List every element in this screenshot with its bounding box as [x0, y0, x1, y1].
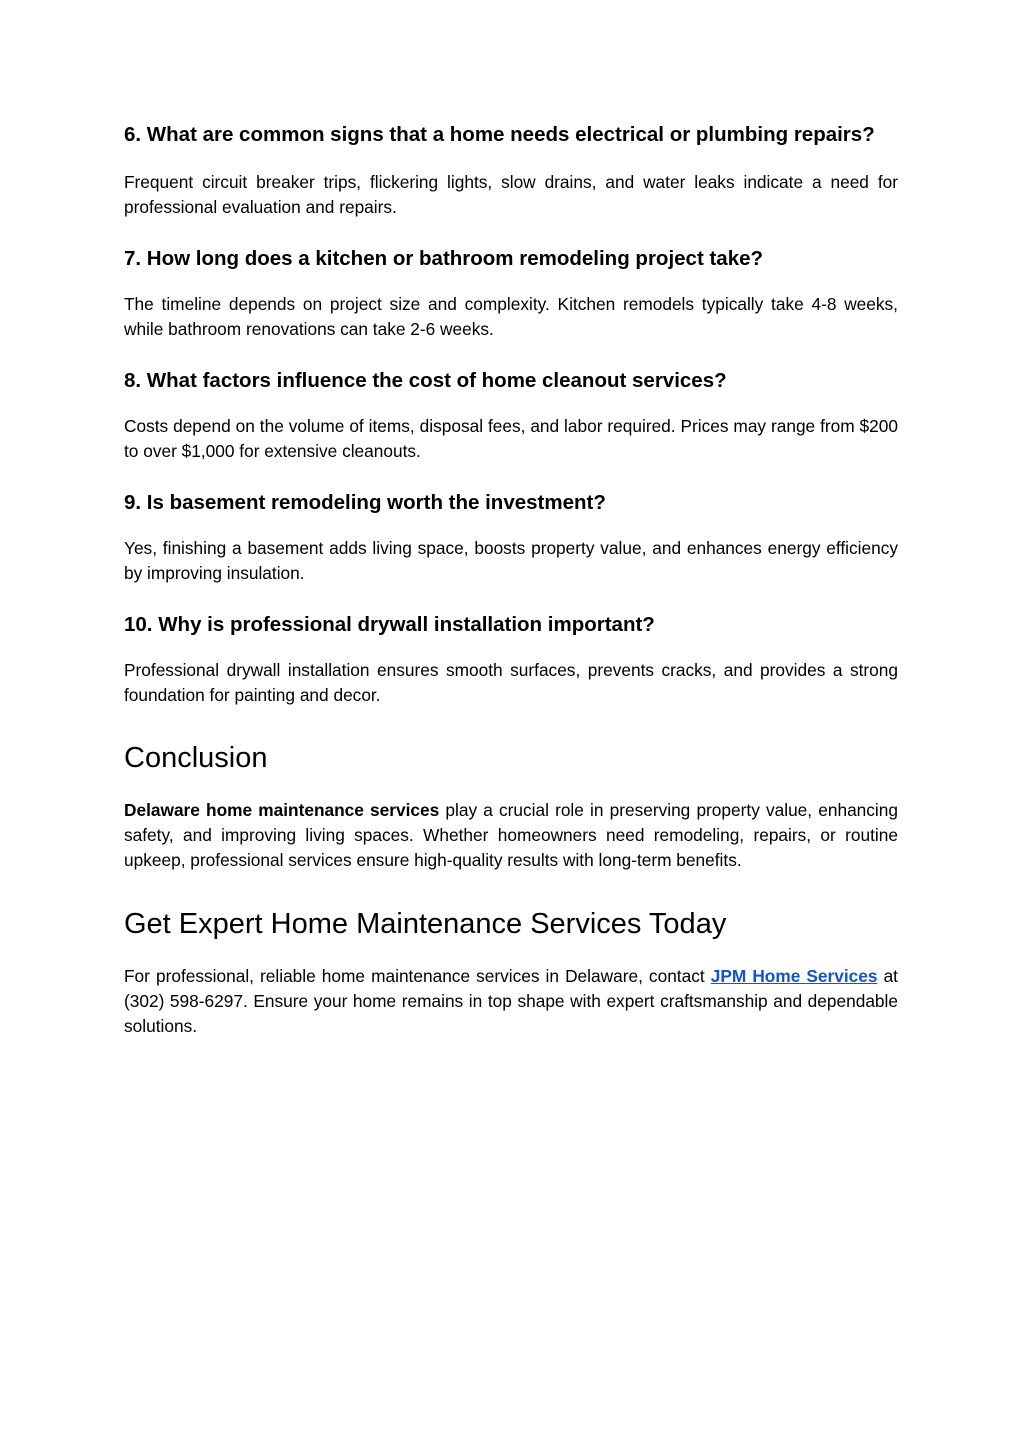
- faq-answer-9: Yes, finishing a basement adds living space, boosts property value, and enhances energy efficiency by improving insulation.: [124, 538, 898, 583]
- faq-question-10: 10. Why is professional drywall installation important?: [124, 613, 655, 636]
- document-page: [124, 120, 898, 1039]
- faq-answer-7: The timeline depends on project size and complexity. Kitchen remodels typically take 4-8 weeks, while bathroom renovations can take 2-6 weeks.: [124, 294, 898, 339]
- conclusion-heading: Conclusion: [124, 742, 268, 774]
- conclusion-bold-lead: Delaware home maintenance services: [124, 800, 440, 820]
- conclusion-text: play a crucial role in preserving property value, enhancing safety, and improving living spaces. Whether homeowners need remodeling, repairs, or routine upkeep, professional services ensure high-quality results with long-term benefits.: [124, 800, 898, 870]
- faq-question-7: 7. How long does a kitchen or bathroom remodeling project take?: [124, 247, 764, 270]
- faq-answer-6: Frequent circuit breaker trips, flickering lights, slow drains, and water leaks indicate a need for professional evaluation and repairs.: [124, 172, 898, 217]
- cta-text-after: at (302) 598-6297. Ensure your home remains in top shape with expert craftsmanship and dependable solutions.: [124, 966, 898, 1036]
- cta-text-before: For professional, reliable home maintenance services in Delaware, contact: [124, 966, 711, 986]
- jpm-home-services-link[interactable]: JPM Home Services: [710, 966, 878, 986]
- conclusion-paragraph: [124, 798, 898, 873]
- faq-question-6: 6. What are common signs that a home needs electrical or plumbing repairs?: [124, 123, 875, 146]
- faq-answer-10: Professional drywall installation ensures smooth surfaces, prevents cracks, and provides a strong foundation for painting and decor.: [124, 660, 898, 705]
- cta-paragraph: [124, 964, 898, 1039]
- faq-question-9: 9. Is basement remodeling worth the investment?: [124, 491, 606, 514]
- faq-question-8: 8. What factors influence the cost of home cleanout services?: [124, 369, 727, 392]
- faq-answer-8: Costs depend on the volume of items, disposal fees, and labor required. Prices may range from $200 to over $1,000 for extensive cleanouts.: [124, 416, 898, 461]
- cta-heading: Get Expert Home Maintenance Services Today: [124, 908, 727, 940]
